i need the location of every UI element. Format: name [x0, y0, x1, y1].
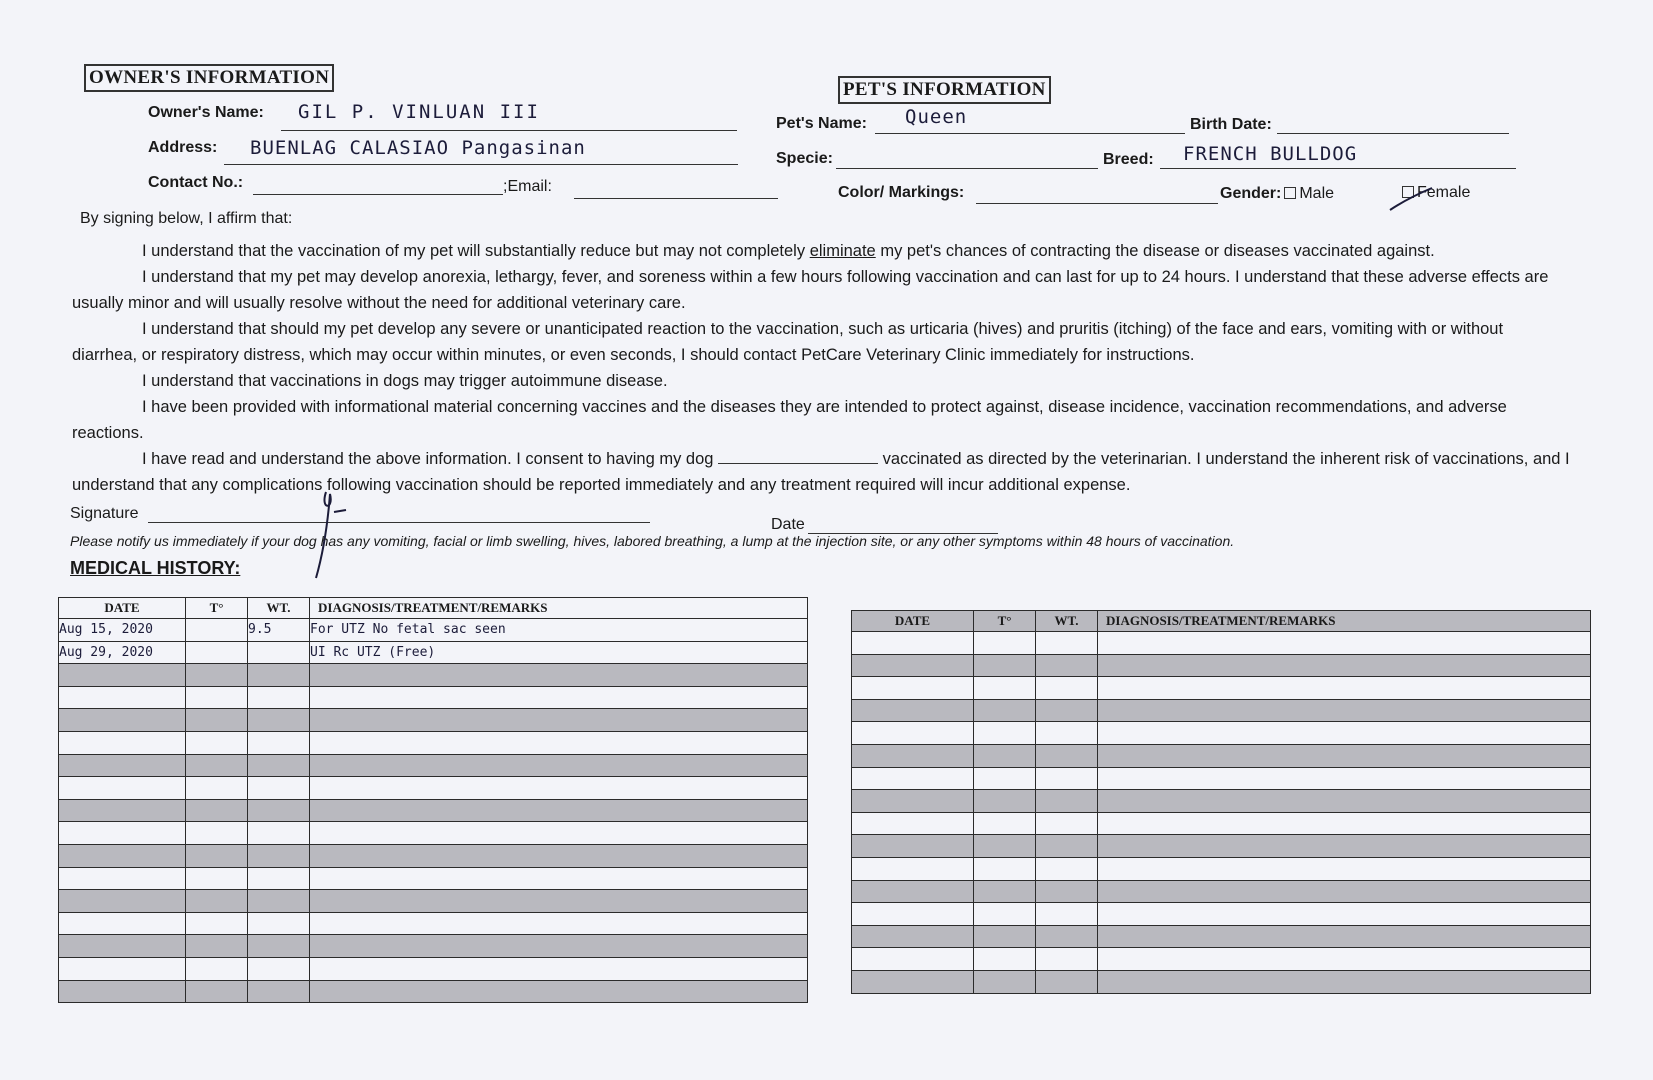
- table-row: [59, 799, 808, 822]
- date-label: Date: [771, 516, 805, 533]
- address-value: BUENLAG CALASIAO Pangasinan: [250, 137, 586, 159]
- cell-temp[interactable]: [186, 619, 248, 642]
- header-weight: WT.: [248, 598, 310, 619]
- table-row: [852, 925, 1591, 948]
- birth-date-label: Birth Date:: [1190, 116, 1272, 133]
- table-row: [852, 835, 1591, 858]
- table-row: [852, 903, 1591, 926]
- consent-paragraphs: [72, 238, 1572, 498]
- cell-weight[interactable]: [248, 641, 310, 664]
- table-row: [59, 935, 808, 958]
- pet-name-label: Pet's Name:: [776, 115, 867, 132]
- owner-name-value: GIL P. VINLUAN III: [298, 101, 540, 123]
- specie-line: [836, 168, 1098, 169]
- owner-section-title: OWNER'S INFORMATION: [84, 64, 334, 92]
- cell-weight[interactable]: 9.5: [248, 619, 310, 642]
- table-row: [59, 777, 808, 800]
- cell-temp[interactable]: [186, 641, 248, 664]
- contact-line: [253, 194, 503, 195]
- table-row: [59, 731, 808, 754]
- breed-line: [1160, 168, 1516, 169]
- table-header: [852, 611, 1591, 632]
- table-row: [852, 790, 1591, 813]
- table-row: [852, 857, 1591, 880]
- table-row: [59, 709, 808, 732]
- table-row: [59, 664, 808, 687]
- table-header: [59, 598, 808, 619]
- header-date: DATE: [59, 598, 186, 619]
- table-row: [852, 880, 1591, 903]
- male-checkbox[interactable]: [1284, 187, 1296, 199]
- address-line: [224, 164, 738, 165]
- consent-p1-a: I understand that the vaccination of my pet will substantially reduce but may not completely: [142, 242, 810, 260]
- signature-line[interactable]: [148, 522, 650, 523]
- birth-date-line: [1277, 133, 1509, 134]
- consent-p1: [72, 238, 1572, 264]
- color-markings-label: Color/ Markings:: [838, 184, 965, 201]
- table-row: [59, 980, 808, 1003]
- medical-history-table-left: [58, 597, 808, 1003]
- table-row: [59, 686, 808, 709]
- cell-remarks[interactable]: For UTZ No fetal sac seen: [310, 619, 808, 642]
- table-row: [59, 619, 808, 642]
- consent-p6-a: I have read and understand the above information. I consent to having my dog: [142, 450, 714, 468]
- breed-label: Breed:: [1103, 151, 1154, 168]
- table-row: [852, 970, 1591, 993]
- consent-p6-b: vaccinated as directed by the veterinarian. I understand the inherent risk of vaccinations, and I understand that any complications following vaccination should be reported immediately and any treatment required will incur additional expense.: [72, 450, 1570, 494]
- consent-intro: By signing below, I affirm that:: [80, 210, 293, 227]
- medical-history-title: MEDICAL HISTORY:: [70, 558, 241, 578]
- consent-p2: I understand that my pet may develop anorexia, lethargy, fever, and soreness within a few hours following vaccination and can last for up to 24 hours. I understand that these adverse effects are usually minor and will usually resolve without the need for additional veterinary care.: [72, 268, 1549, 312]
- table-row: [59, 867, 808, 890]
- header-remarks: DIAGNOSIS/TREATMENT/REMARKS: [1098, 611, 1591, 632]
- consent-p4: I understand that vaccinations in dogs may trigger autoimmune disease.: [142, 372, 668, 390]
- consent-p1-underlined: eliminate: [809, 242, 876, 260]
- signature-label: Signature: [70, 505, 139, 522]
- pet-name-line: [875, 133, 1185, 134]
- color-markings-line: [976, 203, 1218, 204]
- medical-history-table-right: [851, 610, 1591, 994]
- table-row: [59, 754, 808, 777]
- table-row: [59, 912, 808, 935]
- pet-section-title: PET'S INFORMATION: [838, 76, 1051, 104]
- owner-name-line: [281, 130, 737, 131]
- email-label: ;Email:: [503, 178, 552, 195]
- table-row: [852, 699, 1591, 722]
- symptom-notice: Please notify us immediately if your dog has any vomiting, facial or limb swelling, hives, labored breathing, a lump at the injection site, or any other symptoms within 48 hours of vaccination.: [70, 533, 1235, 549]
- table-row: [852, 744, 1591, 767]
- email-line: [574, 198, 778, 199]
- contact-label: Contact No.:: [148, 174, 244, 191]
- cell-date[interactable]: Aug 15, 2020: [59, 619, 186, 642]
- header-remarks: DIAGNOSIS/TREATMENT/REMARKS: [310, 598, 808, 619]
- female-option-label: Female: [1417, 184, 1471, 201]
- consent-p1-b: my pet's chances of contracting the disease or diseases vaccinated against.: [875, 242, 1435, 260]
- table-row: [852, 677, 1591, 700]
- male-option-label: Male: [1299, 185, 1335, 202]
- table-row: [59, 957, 808, 980]
- gender-label-text: Gender:: [1220, 185, 1282, 202]
- breed-value: FRENCH BULLDOG: [1183, 143, 1358, 165]
- table-row: [852, 632, 1591, 655]
- table-row: [852, 654, 1591, 677]
- table-row: [59, 822, 808, 845]
- consent-p5: I have been provided with informational material concerning vaccines and the diseases they are intended to protect against, disease incidence, vaccination recommendations, and adverse reactions.: [72, 398, 1507, 442]
- specie-label: Specie:: [776, 150, 833, 167]
- header-temp: T°: [186, 598, 248, 619]
- table-row: [852, 948, 1591, 971]
- address-label: Address:: [148, 139, 218, 156]
- consent-p3: I understand that should my pet develop any severe or unanticipated reaction to the vaccination, such as urticaria (hives) and pruritis (itching) of the face and ears, vomiting with or without diarrhea, or respiratory distress, which may occur within minutes, or even seconds, I should contact PetCare Veterinary Clinic immediately for instructions.: [72, 320, 1504, 364]
- table-row: [852, 812, 1591, 835]
- consent-p6: [72, 446, 1572, 498]
- header-weight: WT.: [1036, 611, 1098, 632]
- female-check-mark: [1388, 184, 1438, 214]
- table-row: [852, 767, 1591, 790]
- owner-name-label: Owner's Name:: [148, 104, 264, 121]
- cell-remarks[interactable]: UI Rc UTZ (Free): [310, 641, 808, 664]
- header-date: DATE: [852, 611, 974, 632]
- pet-name-value: Queen: [905, 106, 968, 128]
- cell-date[interactable]: Aug 29, 2020: [59, 641, 186, 664]
- table-row: [59, 641, 808, 664]
- table-row: [59, 844, 808, 867]
- table-row: [59, 890, 808, 913]
- table-row: [852, 722, 1591, 745]
- gender-label: [1220, 185, 1334, 203]
- dog-name-blank[interactable]: [718, 451, 878, 464]
- header-temp: T°: [974, 611, 1036, 632]
